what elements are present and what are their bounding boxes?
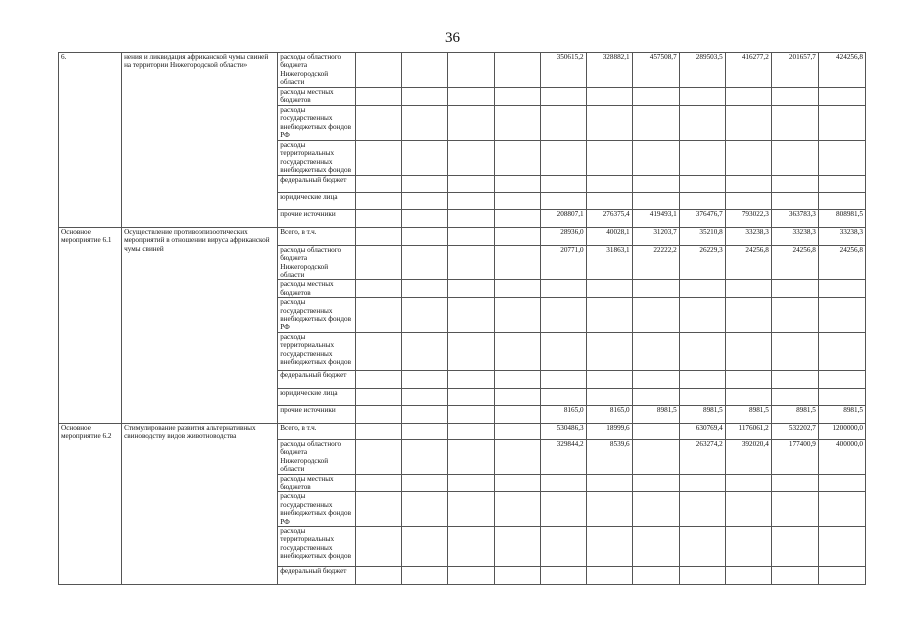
value-cell bbox=[494, 298, 540, 333]
value-cell: 24256,8 bbox=[725, 245, 771, 280]
value-cell bbox=[448, 439, 494, 474]
value-cell bbox=[586, 474, 632, 492]
value-cell bbox=[540, 566, 586, 584]
funding-source: расходы государственных внебюджетных фондов РФ bbox=[278, 492, 356, 527]
value-cell bbox=[402, 192, 448, 209]
value-cell bbox=[586, 88, 632, 106]
value-cell bbox=[402, 566, 448, 584]
value-cell bbox=[356, 209, 402, 227]
value-cell: 630769,4 bbox=[679, 423, 725, 439]
value-cell bbox=[448, 88, 494, 106]
value-cell bbox=[632, 566, 679, 584]
value-cell: 31863,1 bbox=[586, 245, 632, 280]
value-cell: 20771,0 bbox=[540, 245, 586, 280]
value-cell bbox=[540, 526, 586, 566]
value-cell bbox=[448, 175, 494, 192]
funding-source: прочие источники bbox=[278, 209, 356, 227]
value-cell bbox=[494, 423, 540, 439]
value-cell bbox=[494, 175, 540, 192]
value-cell bbox=[725, 492, 771, 527]
value-cell bbox=[402, 175, 448, 192]
value-cell: 40028,1 bbox=[586, 227, 632, 245]
value-cell bbox=[356, 192, 402, 209]
value-cell bbox=[771, 492, 818, 527]
value-cell bbox=[679, 192, 725, 209]
value-cell bbox=[448, 423, 494, 439]
value-cell bbox=[448, 370, 494, 388]
funding-source: расходы областного бюджета Нижегородской области bbox=[278, 245, 356, 280]
value-cell bbox=[402, 105, 448, 140]
value-cell bbox=[402, 227, 448, 245]
value-cell: 376476,7 bbox=[679, 209, 725, 227]
value-cell bbox=[494, 88, 540, 106]
value-cell bbox=[771, 88, 818, 106]
value-cell bbox=[540, 105, 586, 140]
value-cell: 532202,7 bbox=[771, 423, 818, 439]
value-cell bbox=[356, 526, 402, 566]
value-cell: 33238,3 bbox=[725, 227, 771, 245]
value-cell bbox=[356, 388, 402, 405]
value-cell bbox=[632, 474, 679, 492]
value-cell: 8981,5 bbox=[679, 405, 725, 423]
value-cell: 457508,7 bbox=[632, 53, 679, 88]
value-cell bbox=[356, 492, 402, 527]
value-cell bbox=[771, 566, 818, 584]
value-cell bbox=[771, 388, 818, 405]
value-cell: 419493,1 bbox=[632, 209, 679, 227]
value-cell: 33238,3 bbox=[818, 227, 865, 245]
value-cell bbox=[540, 140, 586, 175]
value-cell bbox=[402, 370, 448, 388]
value-cell bbox=[771, 370, 818, 388]
value-cell bbox=[402, 53, 448, 88]
value-cell bbox=[402, 298, 448, 333]
value-cell: 22222,2 bbox=[632, 245, 679, 280]
value-cell: 18999,6 bbox=[586, 423, 632, 439]
value-cell: 31203,7 bbox=[632, 227, 679, 245]
value-cell bbox=[725, 105, 771, 140]
value-cell bbox=[771, 332, 818, 370]
value-cell bbox=[725, 370, 771, 388]
funding-source: Всего, в т.ч. bbox=[278, 423, 356, 439]
value-cell: 8165,0 bbox=[540, 405, 586, 423]
value-cell bbox=[725, 140, 771, 175]
value-cell bbox=[356, 227, 402, 245]
value-cell bbox=[771, 280, 818, 298]
value-cell: 350615,2 bbox=[540, 53, 586, 88]
value-cell: 24256,8 bbox=[771, 245, 818, 280]
value-cell bbox=[771, 192, 818, 209]
value-cell: 363783,3 bbox=[771, 209, 818, 227]
value-cell bbox=[725, 280, 771, 298]
value-cell bbox=[448, 53, 494, 88]
value-cell bbox=[632, 175, 679, 192]
value-cell bbox=[725, 388, 771, 405]
funding-source: расходы государственных внебюджетных фондов РФ bbox=[278, 105, 356, 140]
value-cell bbox=[679, 175, 725, 192]
value-cell bbox=[725, 332, 771, 370]
value-cell: 33238,3 bbox=[771, 227, 818, 245]
value-cell bbox=[771, 298, 818, 333]
value-cell bbox=[679, 388, 725, 405]
value-cell bbox=[494, 227, 540, 245]
value-cell: 24256,8 bbox=[818, 245, 865, 280]
value-cell bbox=[448, 526, 494, 566]
value-cell bbox=[632, 280, 679, 298]
value-cell bbox=[494, 192, 540, 209]
value-cell bbox=[448, 192, 494, 209]
value-cell bbox=[771, 526, 818, 566]
value-cell bbox=[448, 227, 494, 245]
value-cell: 329844,2 bbox=[540, 439, 586, 474]
value-cell bbox=[679, 105, 725, 140]
value-cell bbox=[818, 175, 865, 192]
value-cell bbox=[679, 370, 725, 388]
value-cell bbox=[771, 105, 818, 140]
table-row bbox=[59, 227, 866, 245]
value-cell bbox=[818, 192, 865, 209]
budget-table bbox=[58, 52, 866, 585]
value-cell bbox=[356, 298, 402, 333]
value-cell bbox=[818, 280, 865, 298]
value-cell bbox=[818, 388, 865, 405]
value-cell bbox=[356, 175, 402, 192]
value-cell: 1200000,0 bbox=[818, 423, 865, 439]
value-cell bbox=[632, 140, 679, 175]
value-cell bbox=[725, 192, 771, 209]
value-cell bbox=[540, 474, 586, 492]
value-cell bbox=[540, 192, 586, 209]
value-cell bbox=[356, 474, 402, 492]
value-cell bbox=[402, 245, 448, 280]
value-cell bbox=[494, 280, 540, 298]
table-body bbox=[59, 53, 866, 585]
value-cell: 793022,3 bbox=[725, 209, 771, 227]
value-cell bbox=[679, 474, 725, 492]
value-cell bbox=[679, 140, 725, 175]
value-cell bbox=[402, 388, 448, 405]
value-cell bbox=[586, 388, 632, 405]
section-name: Стимулирование развития альтернативных свиноводству видов животноводства bbox=[122, 423, 278, 584]
funding-source: юридические лица bbox=[278, 388, 356, 405]
funding-source: расходы местных бюджетов bbox=[278, 88, 356, 106]
value-cell bbox=[540, 370, 586, 388]
value-cell: 8165,0 bbox=[586, 405, 632, 423]
value-cell: 416277,2 bbox=[725, 53, 771, 88]
value-cell bbox=[494, 566, 540, 584]
value-cell bbox=[586, 492, 632, 527]
value-cell bbox=[725, 474, 771, 492]
value-cell bbox=[356, 405, 402, 423]
value-cell bbox=[679, 526, 725, 566]
value-cell bbox=[494, 405, 540, 423]
value-cell bbox=[632, 370, 679, 388]
value-cell bbox=[356, 105, 402, 140]
value-cell bbox=[402, 209, 448, 227]
value-cell bbox=[356, 439, 402, 474]
value-cell bbox=[494, 388, 540, 405]
value-cell bbox=[402, 423, 448, 439]
value-cell bbox=[540, 280, 586, 298]
value-cell: 8981,5 bbox=[632, 405, 679, 423]
value-cell bbox=[632, 439, 679, 474]
section-name: Осуществление противоэпизоотических мероприятий в отношении вируса африканской чумы свиней bbox=[122, 227, 278, 423]
value-cell: 8981,5 bbox=[818, 405, 865, 423]
funding-source: расходы местных бюджетов bbox=[278, 280, 356, 298]
value-cell bbox=[402, 88, 448, 106]
value-cell bbox=[540, 492, 586, 527]
value-cell bbox=[771, 175, 818, 192]
value-cell: 177400,9 bbox=[771, 439, 818, 474]
value-cell bbox=[586, 566, 632, 584]
value-cell bbox=[494, 245, 540, 280]
value-cell bbox=[448, 140, 494, 175]
value-cell bbox=[448, 388, 494, 405]
value-cell bbox=[818, 88, 865, 106]
table-row bbox=[59, 423, 866, 439]
value-cell bbox=[494, 140, 540, 175]
value-cell bbox=[632, 192, 679, 209]
value-cell bbox=[402, 526, 448, 566]
value-cell bbox=[448, 566, 494, 584]
value-cell: 1176061,2 bbox=[725, 423, 771, 439]
value-cell bbox=[725, 175, 771, 192]
value-cell bbox=[632, 105, 679, 140]
value-cell bbox=[402, 405, 448, 423]
value-cell bbox=[494, 105, 540, 140]
value-cell bbox=[448, 492, 494, 527]
funding-source: расходы областного бюджета Нижегородской области bbox=[278, 439, 356, 474]
value-cell bbox=[402, 439, 448, 474]
funding-source: федеральный бюджет bbox=[278, 566, 356, 584]
value-cell bbox=[586, 105, 632, 140]
value-cell bbox=[818, 105, 865, 140]
value-cell bbox=[586, 370, 632, 388]
value-cell bbox=[725, 298, 771, 333]
value-cell bbox=[448, 209, 494, 227]
value-cell bbox=[494, 53, 540, 88]
value-cell bbox=[679, 298, 725, 333]
value-cell bbox=[356, 332, 402, 370]
funding-source: расходы территориальных государственных внебюджетных фондов bbox=[278, 140, 356, 175]
value-cell bbox=[679, 332, 725, 370]
value-cell bbox=[818, 332, 865, 370]
value-cell bbox=[448, 474, 494, 492]
value-cell bbox=[818, 492, 865, 527]
funding-source: прочие источники bbox=[278, 405, 356, 423]
page-number: 36 bbox=[445, 30, 460, 46]
value-cell bbox=[494, 439, 540, 474]
value-cell bbox=[586, 332, 632, 370]
value-cell bbox=[586, 526, 632, 566]
section-code: Основное мероприятие 6.2 bbox=[59, 423, 122, 584]
section-code: Основное мероприятие 6.1 bbox=[59, 227, 122, 423]
value-cell bbox=[540, 88, 586, 106]
value-cell bbox=[540, 298, 586, 333]
value-cell bbox=[771, 140, 818, 175]
value-cell bbox=[494, 526, 540, 566]
value-cell: 392020,4 bbox=[725, 439, 771, 474]
value-cell: 28936,0 bbox=[540, 227, 586, 245]
value-cell bbox=[586, 140, 632, 175]
value-cell bbox=[818, 526, 865, 566]
funding-source: юридические лица bbox=[278, 192, 356, 209]
value-cell bbox=[402, 474, 448, 492]
value-cell bbox=[540, 388, 586, 405]
value-cell: 424256,8 bbox=[818, 53, 865, 88]
value-cell bbox=[494, 474, 540, 492]
value-cell bbox=[356, 53, 402, 88]
value-cell bbox=[356, 423, 402, 439]
value-cell bbox=[402, 492, 448, 527]
value-cell bbox=[632, 298, 679, 333]
value-cell bbox=[818, 474, 865, 492]
value-cell bbox=[356, 140, 402, 175]
value-cell bbox=[632, 492, 679, 527]
value-cell: 26229,3 bbox=[679, 245, 725, 280]
value-cell bbox=[725, 566, 771, 584]
value-cell bbox=[402, 140, 448, 175]
value-cell bbox=[725, 88, 771, 106]
section-code: 6. bbox=[59, 53, 122, 228]
funding-source: расходы государственных внебюджетных фондов РФ bbox=[278, 298, 356, 333]
value-cell bbox=[818, 140, 865, 175]
value-cell bbox=[586, 192, 632, 209]
funding-source: федеральный бюджет bbox=[278, 175, 356, 192]
value-cell bbox=[586, 298, 632, 333]
value-cell: 400000,0 bbox=[818, 439, 865, 474]
value-cell bbox=[494, 332, 540, 370]
value-cell bbox=[818, 566, 865, 584]
value-cell bbox=[356, 245, 402, 280]
value-cell: 8981,5 bbox=[725, 405, 771, 423]
value-cell bbox=[586, 280, 632, 298]
value-cell bbox=[356, 370, 402, 388]
value-cell bbox=[402, 332, 448, 370]
value-cell: 8981,5 bbox=[771, 405, 818, 423]
value-cell bbox=[494, 370, 540, 388]
value-cell bbox=[818, 370, 865, 388]
value-cell: 808981,5 bbox=[818, 209, 865, 227]
value-cell bbox=[818, 298, 865, 333]
table-row bbox=[59, 53, 866, 88]
value-cell bbox=[679, 492, 725, 527]
value-cell bbox=[540, 175, 586, 192]
value-cell bbox=[448, 245, 494, 280]
value-cell bbox=[586, 175, 632, 192]
value-cell bbox=[632, 423, 679, 439]
value-cell: 8539,6 bbox=[586, 439, 632, 474]
value-cell: 208807,1 bbox=[540, 209, 586, 227]
funding-source: федеральный бюджет bbox=[278, 370, 356, 388]
value-cell bbox=[494, 209, 540, 227]
value-cell bbox=[448, 298, 494, 333]
funding-source: расходы территориальных государственных внебюджетных фондов bbox=[278, 332, 356, 370]
value-cell: 530486,3 bbox=[540, 423, 586, 439]
value-cell bbox=[448, 280, 494, 298]
value-cell bbox=[771, 474, 818, 492]
value-cell bbox=[356, 280, 402, 298]
value-cell bbox=[632, 332, 679, 370]
funding-source: расходы территориальных государственных внебюджетных фондов bbox=[278, 526, 356, 566]
funding-source: Всего, в т.ч. bbox=[278, 227, 356, 245]
value-cell bbox=[448, 332, 494, 370]
value-cell bbox=[448, 105, 494, 140]
value-cell bbox=[356, 566, 402, 584]
value-cell bbox=[632, 88, 679, 106]
value-cell: 276375,4 bbox=[586, 209, 632, 227]
value-cell bbox=[725, 526, 771, 566]
funding-source: расходы областного бюджета Нижегородской области bbox=[278, 53, 356, 88]
value-cell bbox=[679, 88, 725, 106]
value-cell bbox=[402, 280, 448, 298]
value-cell bbox=[632, 388, 679, 405]
value-cell: 328882,1 bbox=[586, 53, 632, 88]
value-cell bbox=[632, 526, 679, 566]
value-cell bbox=[679, 566, 725, 584]
value-cell bbox=[540, 332, 586, 370]
value-cell: 201657,7 bbox=[771, 53, 818, 88]
value-cell: 289503,5 bbox=[679, 53, 725, 88]
value-cell bbox=[448, 405, 494, 423]
value-cell: 263274,2 bbox=[679, 439, 725, 474]
value-cell bbox=[679, 280, 725, 298]
funding-source: расходы местных бюджетов bbox=[278, 474, 356, 492]
value-cell bbox=[356, 88, 402, 106]
value-cell: 35210,8 bbox=[679, 227, 725, 245]
section-name: нения и ликвидация африканской чумы свиней на территории Нижегородской области» bbox=[122, 53, 278, 228]
value-cell bbox=[494, 492, 540, 527]
